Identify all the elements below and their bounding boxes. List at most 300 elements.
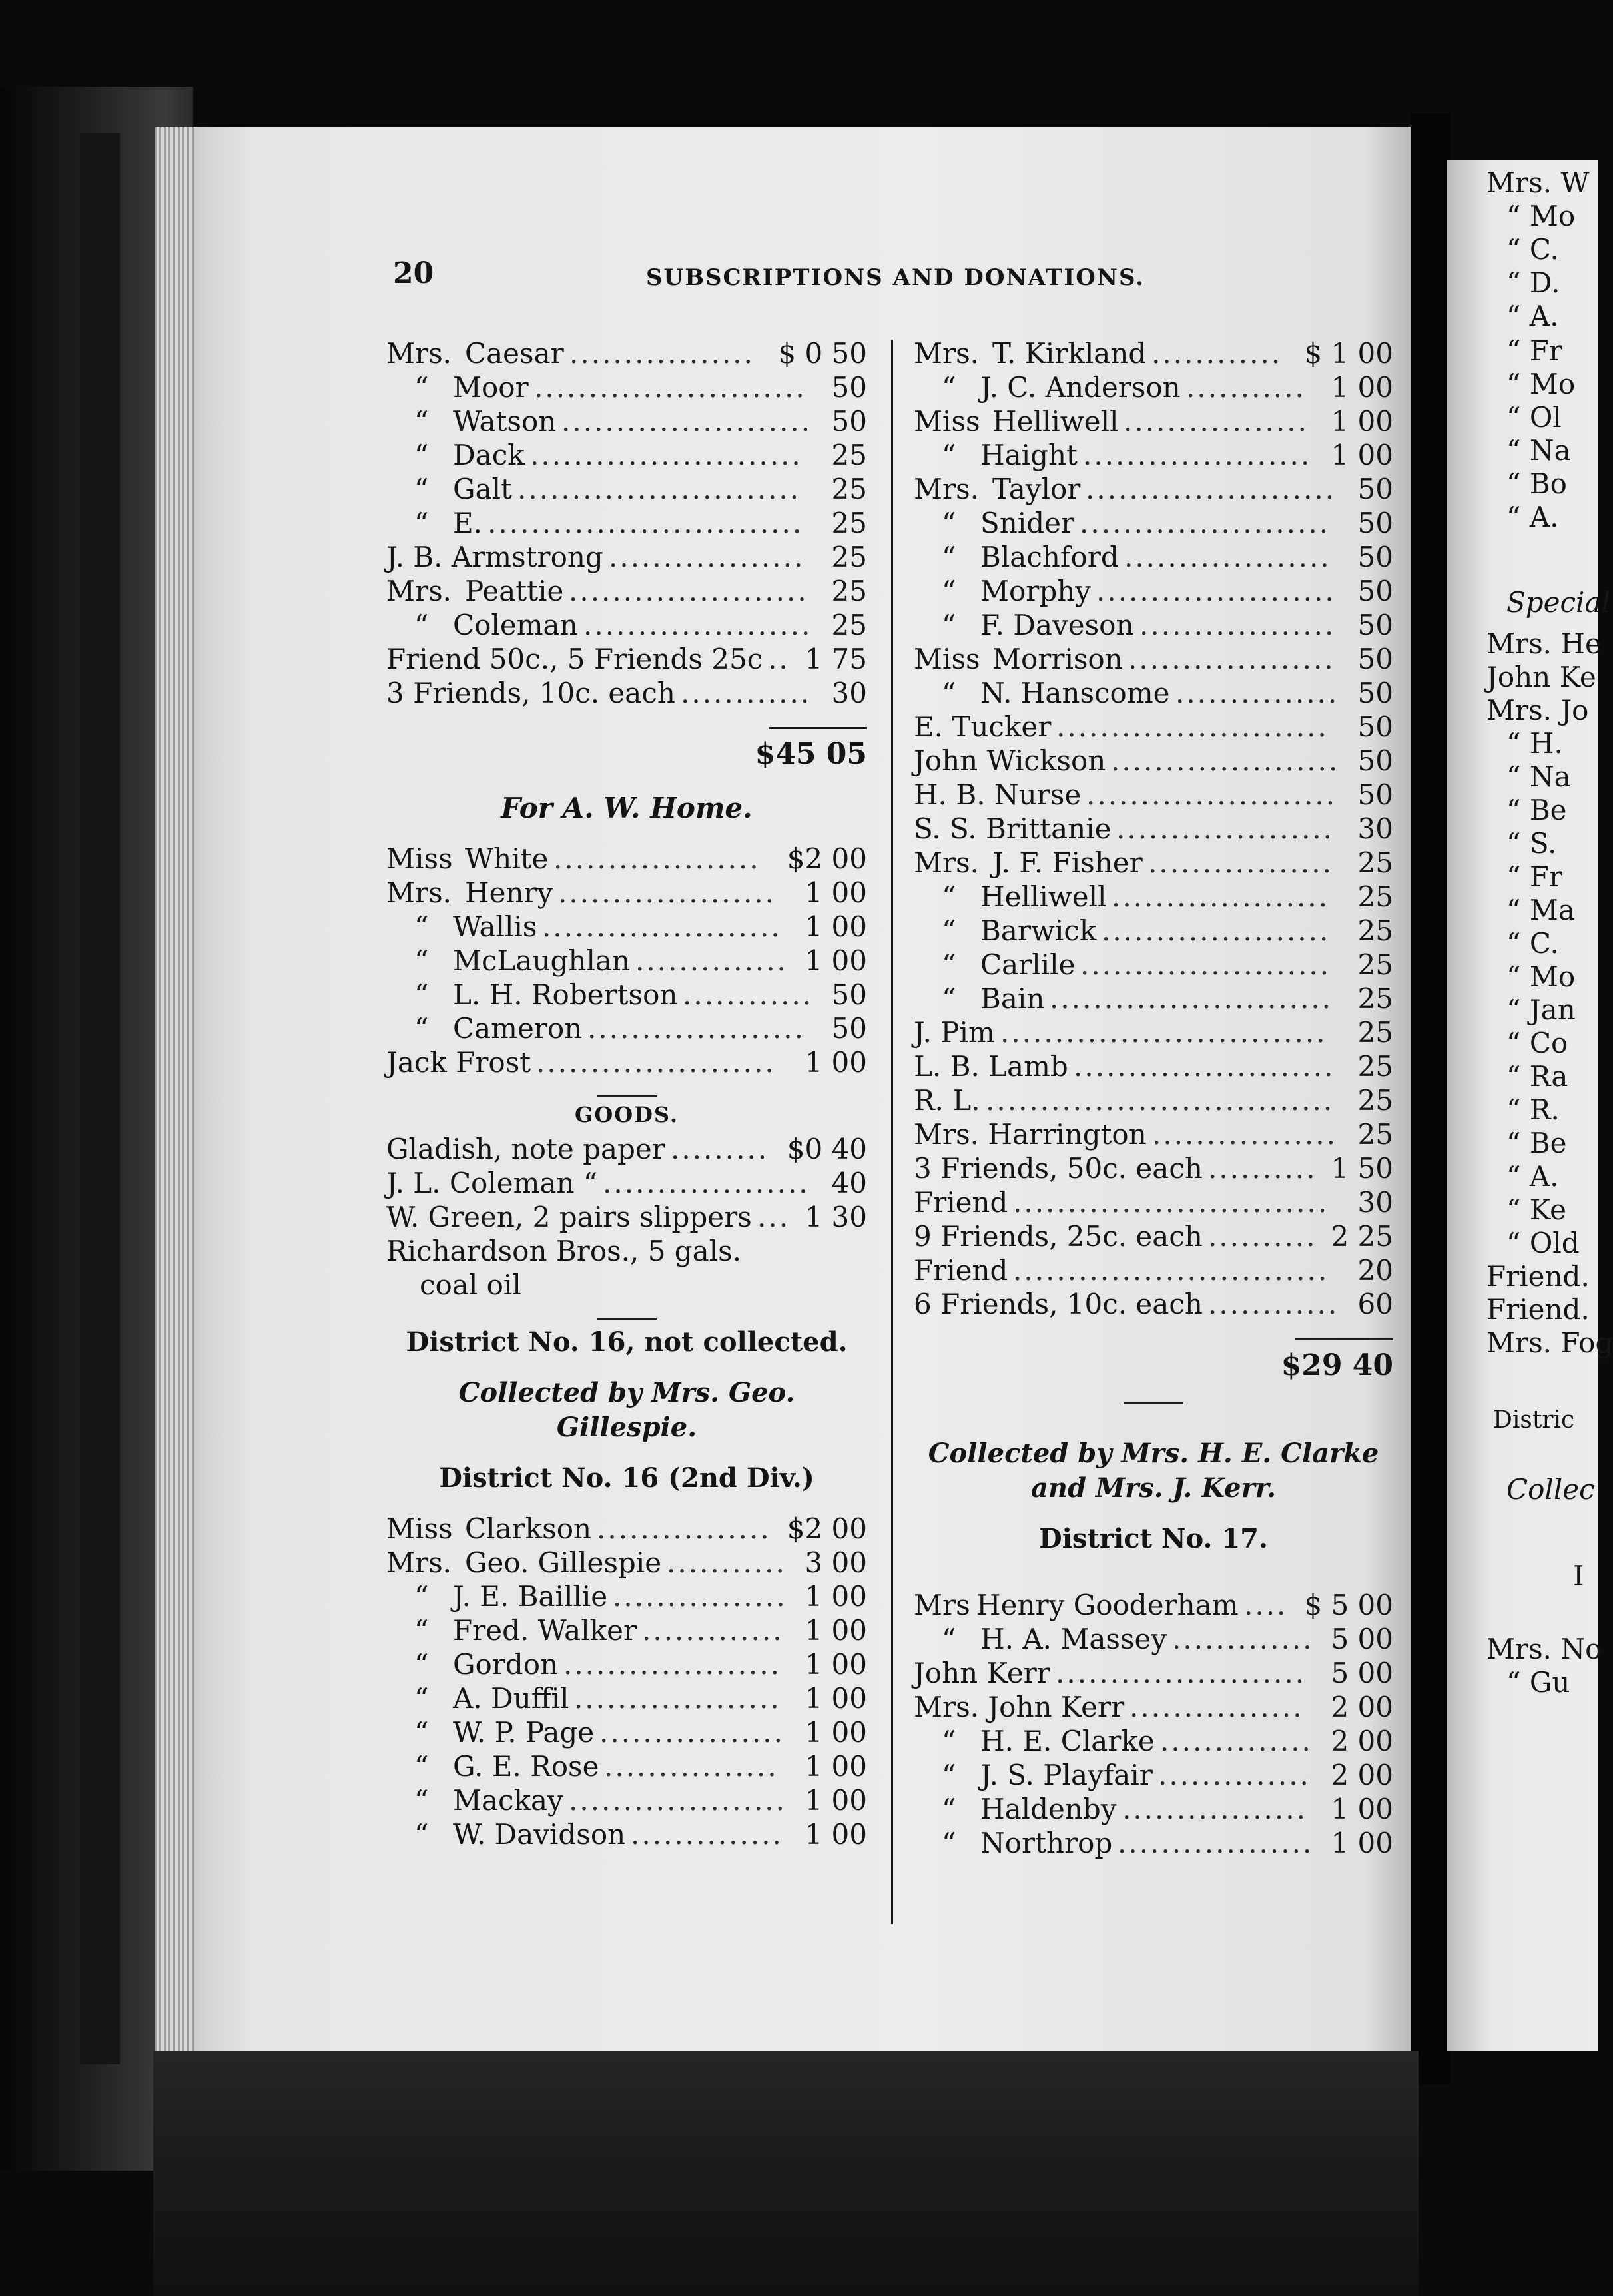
facing-page-line: Mrs. Jo [1486,694,1589,726]
donor-name: Haldenby [980,1793,1117,1825]
name-prefix: Miss [386,842,453,875]
amount: 25 [1357,846,1393,879]
list-item [386,1045,867,1079]
leader-dots: ......... [671,1133,769,1165]
list-item [386,540,867,574]
leader-dots: ............... [1175,677,1339,709]
amount: 25 [1357,880,1393,913]
amount: 50 [1357,778,1393,811]
gap [386,1496,867,1512]
donor-name: Fred. Walker [453,1614,637,1647]
amount: $0 40 [787,1133,867,1165]
leader-dots: ........... [667,1546,787,1579]
amount: 2 00 [1331,1725,1393,1757]
leader-dots: ................ [1129,1691,1304,1723]
donor-name: F. Daveson [980,609,1134,641]
amount: 50 [831,1012,867,1045]
list-item [386,642,867,676]
leader-dots: ............................. [1013,1254,1329,1287]
leader-dots: ................ [597,1512,771,1545]
facing-page-line: Distric [1493,1406,1575,1434]
amount: 50 [1357,677,1393,709]
leader-dots: ................................ [986,1084,1335,1117]
list-item [386,506,867,540]
donor-name: J. E. Baillie [453,1580,608,1613]
amount: 1 75 [805,643,867,675]
ditto-mark: “ [942,982,956,1015]
leader-dots: ................. [1148,846,1333,879]
amount: 2 00 [1331,1759,1393,1791]
collected-by-clarke: Collected by Mrs. H. E. Clarke [928,1438,1379,1469]
amount: 25 [1357,1118,1393,1151]
leader-dots: .................... [587,1012,806,1045]
donor-name: W. Green, 2 pairs slippers [386,1201,752,1233]
ditto-mark: “ [942,1725,956,1757]
total-row [386,734,867,775]
facing-page-line: “ Mo [1506,368,1576,400]
facing-page-line: “ Ra [1506,1060,1568,1093]
donor-name: Mackay [453,1784,563,1817]
amount: 2 25 [1331,1220,1393,1253]
amount: 60 [1357,1288,1393,1320]
list-item [914,676,1393,710]
list-item [914,1588,1393,1622]
donor-name: H. B. Nurse [914,778,1082,811]
leader-dots: ................. [1152,1118,1337,1151]
donor-name: J. S. Playfair [980,1759,1153,1791]
amount: $ 0 50 [778,337,867,370]
amount: 25 [1357,914,1393,947]
gap [386,775,867,791]
list-item [386,944,867,978]
ditto-mark: “ [942,1793,956,1825]
name-prefix: Mrs. [914,337,979,370]
amount: 50 [1357,744,1393,777]
leader-dots: .............. [635,944,788,977]
amount: 50 [1357,643,1393,675]
amount: 1 00 [805,1648,867,1681]
entries-list-bottom [386,1512,867,1851]
donor-name: Carlile [980,948,1076,981]
ditto-mark: “ [414,405,429,437]
leader-dots: .................... [569,1784,787,1817]
donor-name: White [465,842,549,875]
donor-name: N. Hanscome [980,677,1170,709]
list-item [386,1715,867,1749]
leader-dots: ...................... [1096,575,1336,607]
amount: 40 [831,1167,867,1199]
list-item [386,404,867,438]
facing-page-line: “ A. [1506,1160,1559,1193]
leader-dots: ...................... [542,910,782,943]
list-item [914,1151,1393,1185]
list-item [386,1681,867,1715]
leader-dots: .......................... [1050,982,1333,1015]
book-gutter [1411,113,1451,2084]
entries-list [914,336,1393,1321]
donor-name: John Wickson [914,744,1106,777]
goods-heading: GOODS. [575,1102,679,1127]
amount: 20 [1357,1254,1393,1287]
ditto-mark: “ [942,439,956,471]
list-item [914,1792,1393,1826]
leader-dots: ................... [603,1167,810,1199]
list-item [914,880,1393,914]
donor-name: L. H. Robertson [453,978,678,1011]
list-item [386,1166,867,1200]
donor-name: Morphy [980,575,1092,607]
facing-page-line: I [1573,1560,1584,1592]
list-item [914,982,1393,1015]
leader-dots: ................ [604,1750,779,1783]
donor-name: Snider [980,507,1075,539]
leader-dots: ............ [683,978,814,1011]
amount: 1 00 [805,1784,867,1817]
facing-page-line: “ C. [1506,927,1559,960]
donor-name: H. A. Massey [980,1623,1167,1655]
leader-dots: ................... [574,1682,781,1715]
list-item [914,1117,1393,1151]
amount: $ 5 00 [1304,1589,1393,1621]
list-item [914,336,1393,370]
donor-name: 3 Friends, 50c. each [914,1152,1203,1185]
donor-name: Geo. Gillespie [465,1546,662,1579]
amount: 30 [831,677,867,709]
amount: 25 [1357,948,1393,981]
name-prefix: Mrs [914,1589,970,1621]
leader-dots: .............................. [1000,1016,1327,1049]
facing-page-line: “ D. [1506,266,1560,299]
ditto-mark: “ [942,1827,956,1859]
book-spine [80,133,120,2064]
donor-name: coal oil [420,1269,521,1301]
leader-dots: ... [757,1201,791,1233]
amount: 50 [1357,575,1393,607]
facing-page-line: “ Gu [1506,1666,1570,1699]
amount: 50 [1357,473,1393,505]
list-item [914,744,1393,778]
ditto-mark: “ [942,541,956,573]
donor-name: J. F. Fisher [992,846,1143,879]
leader-dots: .......... [1208,1152,1317,1185]
amount: $2 00 [787,842,867,875]
donor-name: Bain [980,982,1045,1015]
leader-dots: .............. [1160,1725,1313,1757]
amount: 25 [831,507,867,539]
name-prefix: Mrs. [386,1546,452,1579]
list-item [914,1724,1393,1758]
leader-dots: .................. [1118,1827,1314,1859]
list-item [386,336,867,370]
name-prefix: Mrs. [386,575,452,607]
donor-name: Henry Gooderham [976,1589,1239,1621]
donor-name: J. Pim [914,1016,995,1049]
amount: 30 [1357,812,1393,845]
donor-name: Mrs. John Kerr [914,1691,1125,1723]
name-prefix: Miss [386,1512,453,1545]
leader-dots: ............ [681,677,812,709]
donor-name: Barwick [980,914,1097,947]
facing-page-line: John Ke [1486,661,1596,693]
donor-name: Dack [453,439,525,471]
leader-dots: ....................... [1056,1657,1307,1689]
leader-dots: ..................... [1102,914,1331,947]
amount: 30 [1357,1186,1393,1219]
leader-dots: .............. [631,1818,783,1851]
leader-dots: ....................... [1080,507,1331,539]
list-item [914,574,1393,608]
facing-page [1447,160,1613,2051]
ditto-mark: “ [414,1648,429,1681]
donor-name: Helliwell [980,880,1107,913]
leader-dots: ................... [553,842,761,875]
donor-name: 9 Friends, 25c. each [914,1220,1203,1253]
leader-dots: ........... [1186,371,1306,404]
leader-dots: ................... [1124,541,1331,573]
amount: 25 [1357,982,1393,1015]
list-item [914,404,1393,438]
list-item [914,1049,1393,1083]
leader-dots: ...................... [569,575,808,607]
facing-page-line: Mrs. No [1486,1633,1602,1665]
list-item [386,1749,867,1783]
ditto-mark: “ [414,1716,429,1749]
amount: 1 00 [805,944,867,977]
leader-dots: ................. [1124,405,1309,437]
ditto-mark: “ [942,677,956,709]
leader-dots: ............ [1208,1288,1339,1320]
list-item [914,1219,1393,1253]
facing-page-line: “ Ol [1506,401,1562,433]
rule-line [1295,1338,1393,1340]
gap [914,1506,1393,1522]
list-item [914,642,1393,676]
ditto-mark: “ [414,1784,429,1817]
leader-dots: .................... [563,1648,782,1681]
gap [386,1360,867,1376]
amount: 25 [831,541,867,573]
facing-page-line: Mrs. Fog [1486,1326,1613,1359]
donor-name: Friend [914,1254,1008,1287]
donor-name: Henry [465,876,553,909]
gap [914,1386,1393,1402]
donor-name: S. S. Brittanie [914,812,1112,845]
ditto-mark: “ [942,948,956,981]
amount: 25 [1357,1016,1393,1049]
facing-page-line: “ R. [1506,1093,1560,1126]
list-item [914,778,1393,812]
list-item [914,1622,1393,1656]
left-column [386,336,867,1851]
amount: 50 [831,371,867,404]
list-item [914,540,1393,574]
amount: 2 00 [1331,1691,1393,1723]
donor-name: Wallis [453,910,537,943]
leader-dots: .. [768,643,790,675]
donor-name: L. B. Lamb [914,1050,1068,1083]
leader-dots: .................. [1139,609,1336,641]
amount: 1 00 [805,1716,867,1749]
amount: 50 [1357,507,1393,539]
gap [914,1420,1393,1436]
leader-dots: ......................... [1056,711,1329,743]
right-column [914,336,1393,1860]
list-item [386,1512,867,1546]
list-item [386,1579,867,1613]
list-item [386,1546,867,1579]
list-item [386,1613,867,1647]
facing-page-line: Friend. [1486,1293,1590,1326]
ditto-mark: “ [942,1759,956,1791]
ditto-mark: “ [414,371,429,404]
ditto-mark: “ [414,910,429,943]
total-amount: $45 05 [755,737,867,771]
leader-dots: .................... [1112,880,1330,913]
leader-dots: ....................... [1080,948,1331,981]
list-item [914,846,1393,880]
donor-name: Friend [914,1186,1008,1219]
name-prefix: Mrs. [386,876,452,909]
section-rule [597,1318,657,1320]
leader-dots: ......................... [534,371,806,404]
leader-dots: .... [1244,1589,1288,1621]
donor-name: Watson [453,405,557,437]
amount: 1 00 [805,1750,867,1783]
amount: 1 00 [805,1682,867,1715]
facing-page-line: “ Old [1506,1227,1580,1259]
ditto-mark: “ [414,1580,429,1613]
list-item [914,1253,1393,1287]
list-item [386,910,867,944]
ditto-mark: “ [414,1750,429,1783]
donor-name: Caesar [465,337,564,370]
facing-page-line: “ Be [1506,794,1567,826]
ditto-mark: “ [414,439,429,471]
donor-name: Jack Frost [386,1046,531,1079]
facing-page-line: “ A. [1506,501,1559,533]
donor-name: W. P. Page [453,1716,595,1749]
list-item [386,574,867,608]
ditto-mark: “ [414,1614,429,1647]
donor-name: H. E. Clarke [980,1725,1155,1757]
facing-page-line: “ Fr [1506,334,1563,367]
leader-dots: ............ [1151,337,1283,370]
donor-name: W. Davidson [453,1818,626,1851]
facing-page-line: “ Bo [1506,467,1567,500]
leader-dots: ................. [599,1716,785,1749]
name-prefix: Miss [914,405,980,437]
donor-name: Richardson Bros., 5 gals. [386,1235,742,1267]
facing-page-line: Mrs. W [1486,166,1590,199]
leader-dots: ..................... [1111,744,1340,777]
list-item [914,370,1393,404]
amount: 50 [831,978,867,1011]
leader-dots: ............................. [487,507,804,539]
facing-page-line: Special [1506,586,1610,619]
list-item [386,978,867,1011]
leader-dots: ....................... [561,405,812,437]
amount: 1 00 [805,876,867,909]
ditto-mark: “ [942,507,956,539]
donor-name: Helliwell [992,405,1119,437]
list-item [914,1826,1393,1860]
leader-dots: .................... [558,876,777,909]
amount: 50 [831,405,867,437]
facing-page-line: Friend. [1486,1260,1590,1292]
name-prefix: Mrs. [386,337,452,370]
list-item [914,1690,1393,1724]
donor-name: T. Kirkland [992,337,1147,370]
gap [914,1556,1393,1572]
list-item [914,710,1393,744]
amount: 25 [1357,1084,1393,1117]
list-item [914,438,1393,472]
list-item [914,472,1393,506]
leader-dots: .................. [609,541,805,573]
donor-name: Peattie [465,575,564,607]
list-item [386,1268,867,1302]
facing-page-line: Mrs. He [1486,627,1602,660]
gap [386,1302,867,1318]
facing-page-line: “ Ke [1506,1193,1566,1226]
donor-name: A. Duffil [453,1682,569,1715]
list-item [386,438,867,472]
donor-name: J. B. Armstrong [386,541,603,573]
collected-by-gillespie: Collected by Mrs. Geo. Gillespie. [458,1377,795,1443]
donor-name: 6 Friends, 10c. each [914,1288,1203,1320]
list-item [386,370,867,404]
list-item [914,1656,1393,1690]
amount: 25 [1357,1050,1393,1083]
donor-name: J. L. Coleman “ [386,1167,598,1199]
ditto-mark: “ [414,978,429,1011]
facing-page-line: “ Na [1506,434,1571,467]
facing-page-line: “ Fr [1506,860,1563,893]
donor-name: Taylor [992,473,1081,505]
district-17-heading: District No. 17. [1039,1523,1268,1554]
ditto-mark: “ [414,609,429,641]
amount: 1 00 [805,1580,867,1613]
donor-name: Morrison [992,643,1123,675]
leader-dots: .............. [1158,1759,1311,1791]
amount: $ 1 00 [1304,337,1393,370]
amount: 50 [1357,541,1393,573]
facing-page-line: “ H. [1506,727,1563,760]
page-number: 20 [393,256,434,290]
facing-page-line: “ Na [1506,760,1571,793]
leader-dots: ................. [569,337,755,370]
amount: 1 00 [805,1818,867,1851]
facing-page-line: “ Jan [1506,994,1576,1026]
leader-dots: ................... [1128,643,1335,675]
book-cover-bottom [153,2051,1419,2296]
column-divider [891,340,893,1924]
list-item [386,842,867,876]
leader-dots: .......... [1208,1220,1317,1253]
list-item [386,608,867,642]
donor-name: J. C. Anderson [980,371,1181,404]
donor-name: Coleman [453,609,578,641]
donor-name: Haight [980,439,1078,471]
ditto-mark: “ [942,1623,956,1655]
list-item [914,914,1393,948]
donor-name: R. L. [914,1084,980,1117]
donor-name: E. [453,507,483,539]
donor-name: Moor [453,371,529,404]
ditto-mark: “ [942,880,956,913]
amount: 50 [1357,711,1393,743]
facing-page-line: “ Mo [1506,200,1576,232]
